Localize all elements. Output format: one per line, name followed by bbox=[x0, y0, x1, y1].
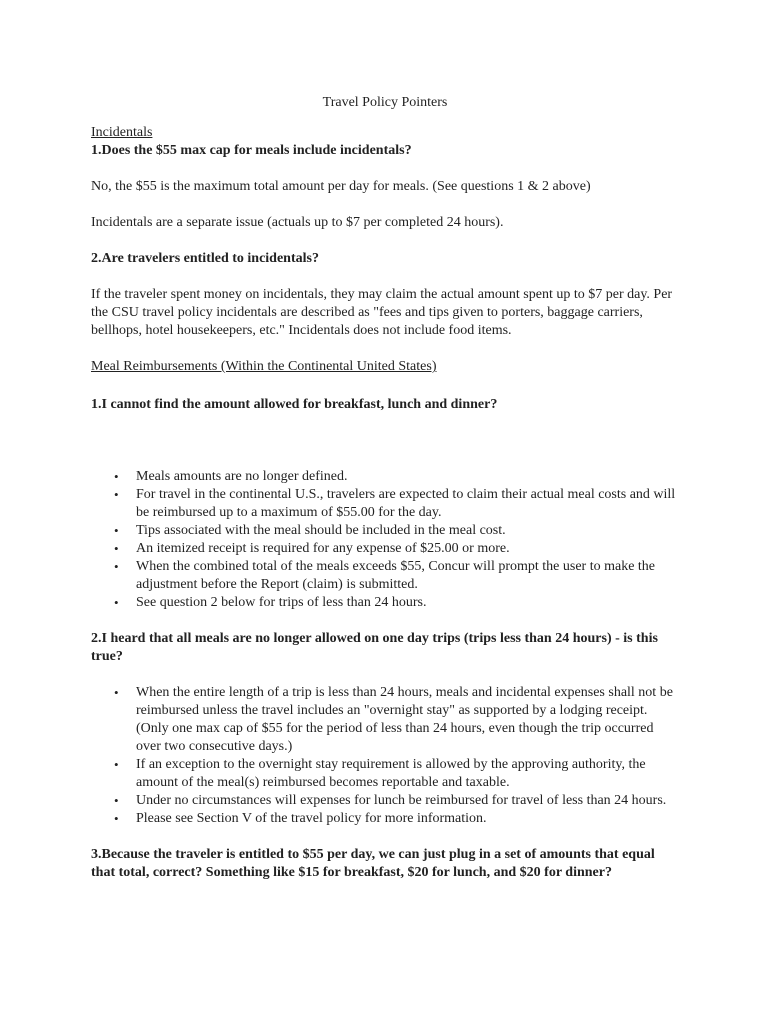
list-item: • For travel in the continental U.S., travelers are expected to claim their actual meal costs and will be reimbursed up to a maximum of $55.00 for the day. bbox=[136, 486, 681, 522]
section-heading-incidentals: Incidentals bbox=[91, 125, 153, 140]
question-incidentals-2: 2.Are travelers entitled to incidentals? bbox=[91, 251, 319, 266]
section-heading-meal-reimbursements: Meal Reimbursements (Within the Continental United States) bbox=[91, 359, 437, 374]
question-incidentals-1: 1.Does the $55 max cap for meals include incidentals? bbox=[91, 143, 412, 158]
question-meals-1: 1.I cannot find the amount allowed for breakfast, lunch and dinner? bbox=[91, 397, 498, 412]
list-item: • If an exception to the overnight stay requirement is allowed by the approving authority, the amount of the meal(s) reimbursed becomes reportable and taxable. bbox=[136, 756, 681, 792]
list-item: • An itemized receipt is required for any expense of $25.00 or more. bbox=[136, 540, 681, 558]
question-meals-3: 3.Because the traveler is entitled to $55 per day, we can just plug in a set of amounts that equal that total, correct? Something like $15 for breakfast, $20 for lunch, and $20 for dinner? bbox=[91, 847, 655, 880]
document-body bbox=[91, 124, 681, 882]
list-item: • When the entire length of a trip is less than 24 hours, meals and incidental expenses shall not be reimbursed unless the travel includes an "overnight stay" as supported by a lodging receipt. (Only one max cap of $55 for the period of less than 24 hours, even though the trip occurred over two consecutive days.) bbox=[136, 684, 681, 756]
list-item: • See question 2 below for trips of less than 24 hours. bbox=[136, 594, 681, 612]
list-item: • Under no circumstances will expenses for lunch be reimbursed for travel of less than 24 hours. bbox=[136, 792, 681, 810]
answer-paragraph: No, the $55 is the maximum total amount per day for meals. (See questions 1 & 2 above) bbox=[91, 179, 591, 194]
question-meals-2: 2.I heard that all meals are no longer allowed on one day trips (trips less than 24 hours) - is this true? bbox=[91, 631, 658, 664]
list-item: • Please see Section V of the travel policy for more information. bbox=[136, 810, 681, 828]
list-item: • When the combined total of the meals exceeds $55, Concur will prompt the user to make the adjustment before the Report (claim) is submitted. bbox=[136, 558, 681, 594]
answer-paragraph: If the traveler spent money on incidentals, they may claim the actual amount spent up to $7 per day. Per the CSU travel policy incidentals are described as "fees and tips given to porters, baggage carriers, bellhops, hotel housekeepers, etc." Incidentals does not include food items. bbox=[91, 287, 673, 338]
list-item: • Tips associated with the meal should be included in the meal cost. bbox=[136, 522, 681, 540]
list-item: • Meals amounts are no longer defined. bbox=[136, 468, 681, 486]
document-title: Travel Policy Pointers bbox=[322, 95, 448, 110]
answer-paragraph: Incidentals are a separate issue (actuals up to $7 per completed 24 hours). bbox=[91, 215, 504, 230]
bullet-list-meals-2 bbox=[91, 684, 681, 828]
bullet-list-meals-1 bbox=[91, 468, 681, 612]
